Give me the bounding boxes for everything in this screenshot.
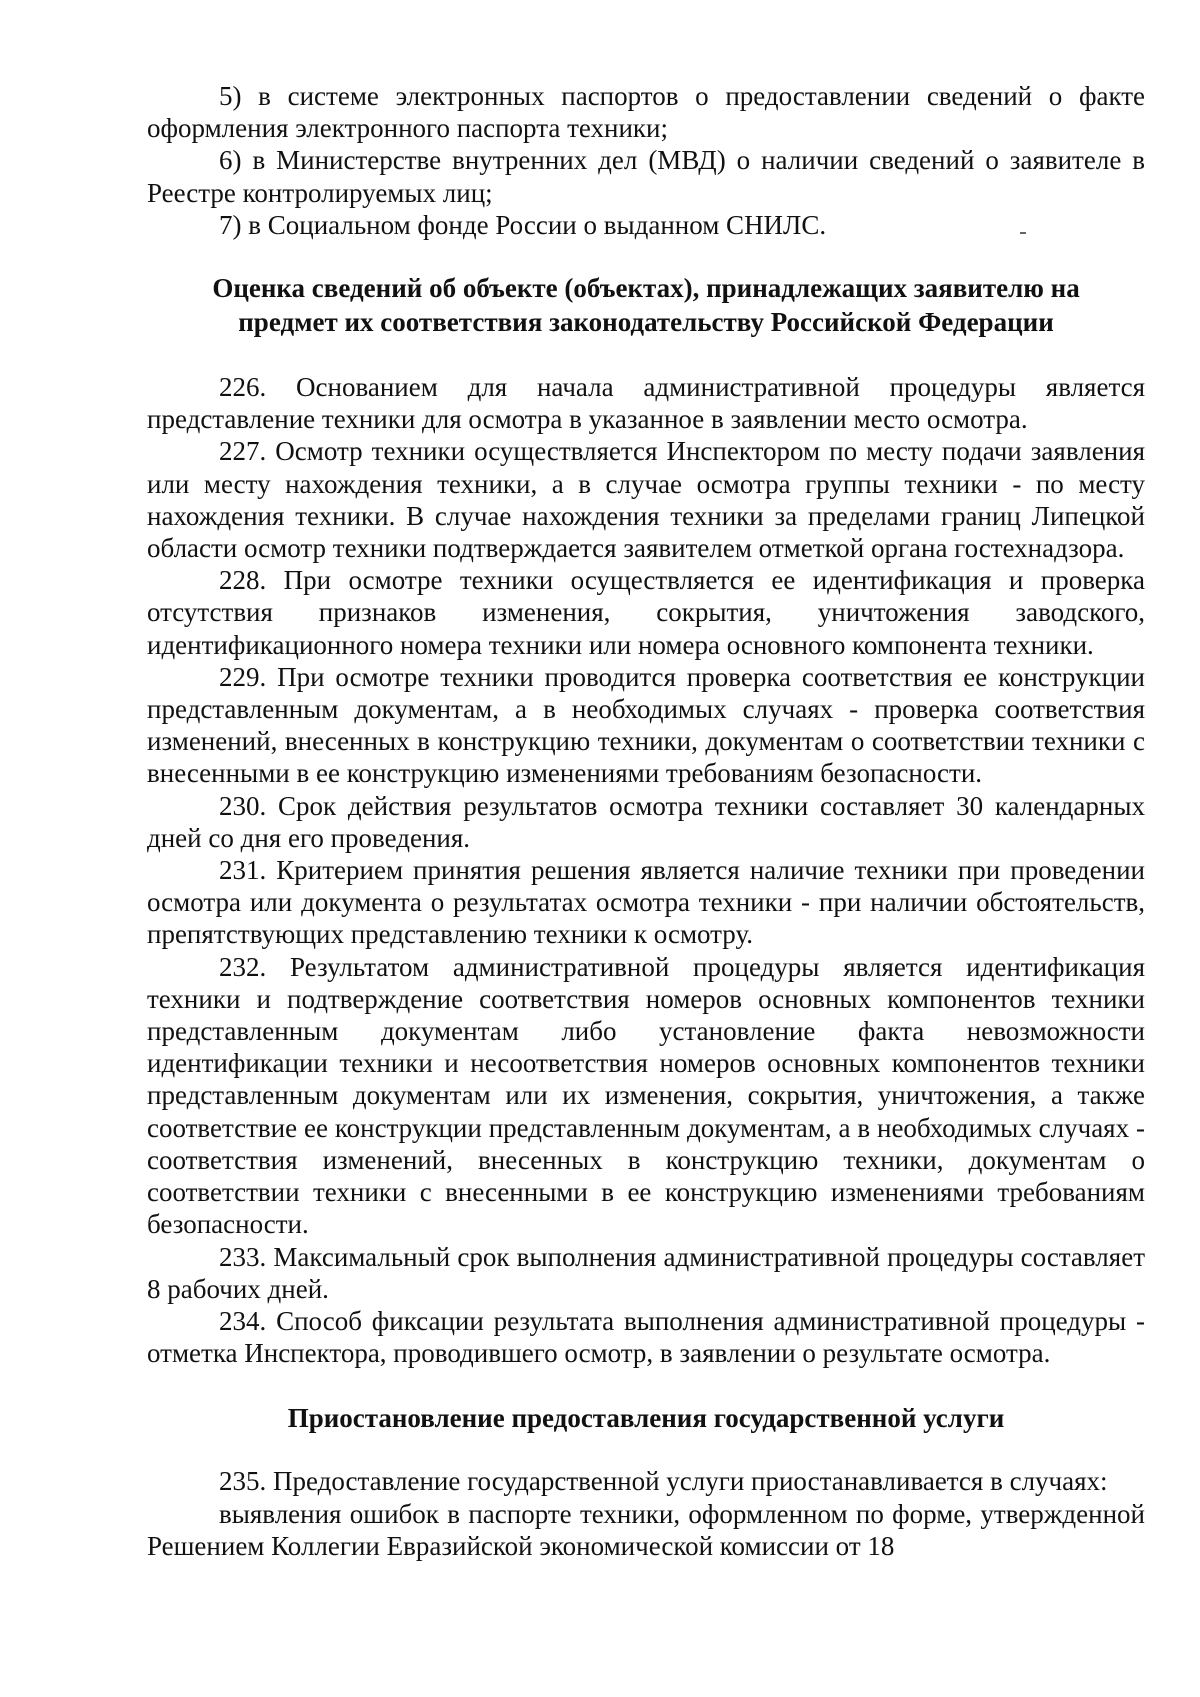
paragraph-235-item: выявления ошибок в паспорте техники, оформленном по форме, утвержденной Решением Коллегии Евразийской экономической комиссии от 18 bbox=[147, 1498, 1145, 1561]
paragraph-232: 232. Результатом административной процедуры является идентификация техники и подтверждение соответствия номеров основных компонентов техники представленным документам либо установление факта невозможности идентификации техники и несоответствия номеров основных компонентов техники представленным документам или их изменения, сокрытия, уничтожения, а также соответствие ее конструкции представленным документам, а в необходимых случаях - соответствия изменений, внесенных в конструкцию техники, документам о соответствии техники с внесенными в ее конструкцию изменениями требованиям безопасности. bbox=[147, 951, 1145, 1240]
paragraph-229: 229. При осмотре техники проводится проверка соответствия ее конструкции представленным документам, а в необходимых случаях - проверка соответствия изменений, внесенных в конструкцию техники, документам о соответствии техники с внесенными в ее конструкцию изменениями требованиям безопасности. bbox=[147, 661, 1145, 789]
paragraph-233: 233. Максимальный срок выполнения административной процедуры составляет 8 рабочих дней. bbox=[147, 1241, 1145, 1304]
section-heading-assessment-line2: предмет их соответствия законодательству Российской Федерации bbox=[238, 307, 1054, 338]
scan-mark bbox=[1020, 232, 1026, 234]
paragraph-231: 231. Критерием принятия решения является наличие техники при проведении осмотра или документа о результатах осмотра техники - при наличии обстоятельств, препятствующих представлению техники к осмотру. bbox=[147, 855, 1145, 950]
list-item-6: 6) в Министерстве внутренних дел (МВД) о наличии сведений о заявителе в Реестре контролируемых лиц; bbox=[147, 145, 1145, 208]
paragraph-226: 226. Основанием для начала административной процедуры является представление техники для осмотра в указанное в заявлении место осмотра. bbox=[147, 372, 1145, 435]
paragraph-228: 228. При осмотре техники осуществляется ее идентификация и проверка отсутствия признаков изменения, сокрытия, уничтожения заводского, идентификационного номера техники или номера основного компонента техники. bbox=[147, 565, 1145, 660]
list-item-7: 7) в Социальном фонде России о выданном СНИЛС. bbox=[219, 209, 827, 240]
document-page bbox=[147, 80, 1145, 1562]
section-heading-assessment-line1: Оценка сведений об объекте (объектах), принадлежащих заявителю на bbox=[212, 273, 1080, 304]
section-heading-assessment bbox=[147, 271, 1145, 339]
paragraph-230: 230. Срок действия результатов осмотра техники составляет 30 календарных дней со дня его проведения. bbox=[147, 790, 1145, 853]
paragraph-234: 234. Способ фиксации результата выполнения административной процедуры - отметка Инспектора, проводившего осмотр, в заявлении о результате осмотра. bbox=[147, 1305, 1145, 1369]
paragraph-235: 235. Предоставление государственной услуги приостанавливается в случаях: bbox=[219, 1466, 1108, 1497]
section-heading-suspension: Приостановление предоставления государственной услуги bbox=[287, 1403, 1005, 1434]
paragraph-227: 227. Осмотр техники осуществляется Инспектором по месту подачи заявления или месту нахождения техники, а в случае осмотра группы техники - по месту нахождения техники. В случае нахождения техники за пределами границ Липецкой области осмотр техники подтверждается заявителем отметкой органа гостехнадзора. bbox=[147, 436, 1145, 564]
list-item-5: 5) в системе электронных паспортов о предоставлении сведений о факте оформления электронного паспорта техники; bbox=[147, 81, 1145, 144]
